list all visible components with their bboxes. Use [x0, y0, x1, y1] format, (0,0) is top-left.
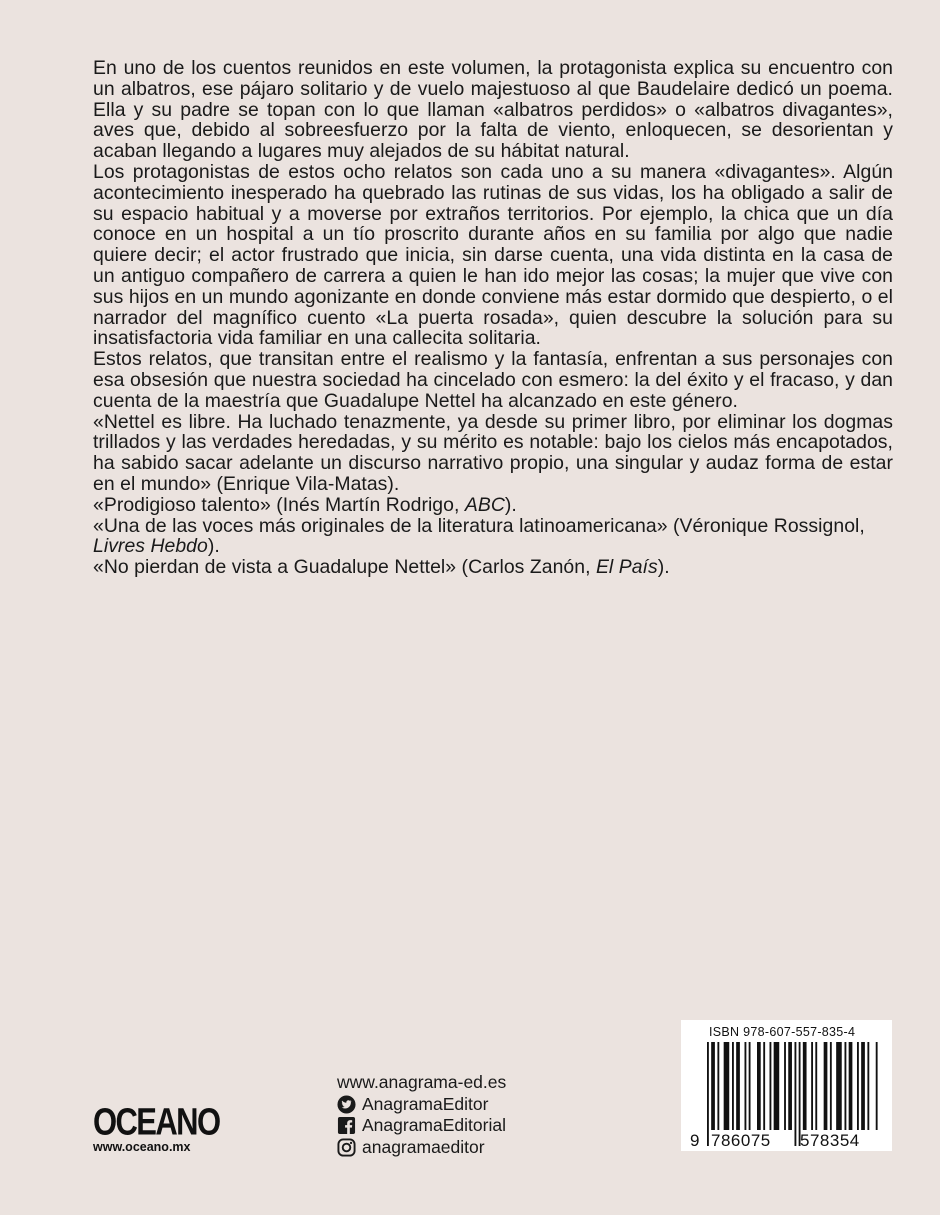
barcode-bar — [824, 1042, 828, 1130]
press-source: Livres Hebdo — [93, 535, 208, 558]
barcode-bar — [815, 1042, 817, 1130]
press-quote-abc — [93, 495, 893, 516]
back-cover-blurb — [93, 58, 893, 578]
website-link[interactable]: www.anagrama-ed.es — [337, 1072, 507, 1092]
barcode-bar — [803, 1042, 807, 1130]
barcode-first-digit: 9 — [690, 1131, 700, 1150]
barcode-bar — [711, 1042, 715, 1130]
isbn-label: ISBN 978-607-557-835-4 — [709, 1025, 856, 1039]
barcode-bar — [763, 1042, 765, 1130]
barcode-bar — [774, 1042, 780, 1130]
twitter-icon — [337, 1095, 356, 1114]
instagram-handle[interactable]: anagramaeditor — [362, 1136, 485, 1157]
barcode-bar — [784, 1042, 786, 1130]
barcode-digits-right: 578354 — [800, 1131, 860, 1150]
press-quote-end: ). — [504, 493, 517, 516]
barcode-bar — [861, 1042, 865, 1130]
blurb-quote-vila-matas: «Nettel es libre. Ha luchado tenazmente, ya desde su primer libro, por eliminar los dogmas trillados y las verdades heredadas, y su mérito es notable: bajo los cielos más encapotados, ha sabido sacar adelante un discurso narrativo propio, una singular y audaz forma de estar en el mundo» (Enrique Vila-Matas). — [93, 410, 893, 495]
barcode-bar — [707, 1042, 709, 1146]
facebook-icon — [337, 1116, 356, 1135]
barcode-bar — [876, 1042, 878, 1130]
contact-block — [337, 1072, 506, 1158]
twitter-handle[interactable]: AnagramaEditor — [362, 1093, 489, 1114]
barcode-bar — [794, 1042, 796, 1146]
isbn-barcode — [681, 1020, 892, 1151]
barcode-bar — [830, 1042, 832, 1130]
barcode-bar — [836, 1042, 842, 1130]
instagram-row[interactable] — [337, 1137, 506, 1159]
barcode-bar — [749, 1042, 751, 1130]
barcode-bar — [844, 1042, 846, 1130]
press-quote-el-pais — [93, 557, 893, 578]
barcode-bar — [857, 1042, 859, 1130]
press-quote-text: «No pierdan de vista a Guadalupe Nettel» (Carlos Zanón, — [93, 556, 596, 579]
press-source: ABC — [464, 493, 505, 516]
facebook-handle[interactable]: AnagramaEditorial — [362, 1115, 506, 1135]
barcode-bar — [745, 1042, 747, 1130]
barcode-digits-left: 786075 — [711, 1131, 771, 1150]
barcode-bar — [811, 1042, 813, 1130]
barcode-bar — [788, 1042, 792, 1130]
barcode-bar — [757, 1042, 761, 1130]
twitter-row[interactable] — [337, 1094, 506, 1116]
publisher-url[interactable]: www.oceano.mx — [93, 1140, 191, 1154]
barcode-bar — [849, 1042, 853, 1130]
barcode-bar — [736, 1042, 740, 1130]
blurb-paragraph-1: En uno de los cuentos reunidos en este volumen, la protagonista explica su encuentro con un albatros, ese pájaro solitario y de vuelo majestuoso al que Baudelaire dedicó un poema. Ella y su padre se topan con lo que llaman «albatros perdidos» o «albatros divagantes», aves que, debido al sobreesfuerzo por la falta de viento, enloquecen, se desorientan y acaban llegando a lugares muy alejados de su hábitat natural. — [93, 57, 893, 163]
press-source: El País — [595, 556, 658, 579]
press-quote-text: «Prodigioso talento» (Inés Martín Rodrigo, — [93, 493, 465, 516]
press-quote-livres-hebdo — [93, 516, 893, 558]
barcode-bar — [724, 1042, 730, 1130]
press-quote-end: ). — [657, 556, 670, 579]
barcode-bar — [717, 1042, 719, 1130]
publisher-block — [93, 1100, 220, 1154]
barcode-bar — [770, 1042, 772, 1130]
press-quote-end: ). — [207, 535, 220, 558]
oceano-logo: OCEANO — [93, 1100, 220, 1144]
website-row[interactable] — [337, 1072, 506, 1094]
blurb-paragraph-3: Estos relatos, que transitan entre el realismo y la fantasía, enfrentan a sus personajes con esa obsesión que nuestra sociedad ha cincelado con esmero: la del éxito y el fracaso, y dan cuenta de la maestría que Guadalupe Nettel ha alcanzado en este género. — [93, 348, 893, 412]
press-quote-text: «Una de las voces más originales de la literatura latinoamericana» (Véronique Rossignol, — [93, 514, 865, 537]
facebook-row[interactable] — [337, 1115, 506, 1137]
barcode-bar — [732, 1042, 734, 1130]
barcode-bar — [867, 1042, 869, 1130]
blurb-paragraph-2: Los protagonistas de estos ocho relatos son cada uno a su manera «divagantes». Algún acontecimiento inesperado ha quebrado las rutinas de sus vidas, los ha obligado a salir de su espacio habitual y a moverse por extraños territorios. Por ejemplo, la chica que un día conoce en un hospital a un tío proscrito durante años en su familia por algo que nadie quiere decir; el actor frustrado que inicia, sin darse cuenta, una vida distinta en la casa de un antiguo compañero de carrera a quien le han ido mejor las cosas; la mujer que vive con sus hijos en un mundo agonizante en donde conviene más estar dormido que despierto, o el narrador del magnífico cuento «La puerta rosada», quien descubre la solución para su insatisfactoria vida familiar en una callecita solitaria. — [93, 160, 893, 350]
instagram-icon — [337, 1138, 356, 1157]
